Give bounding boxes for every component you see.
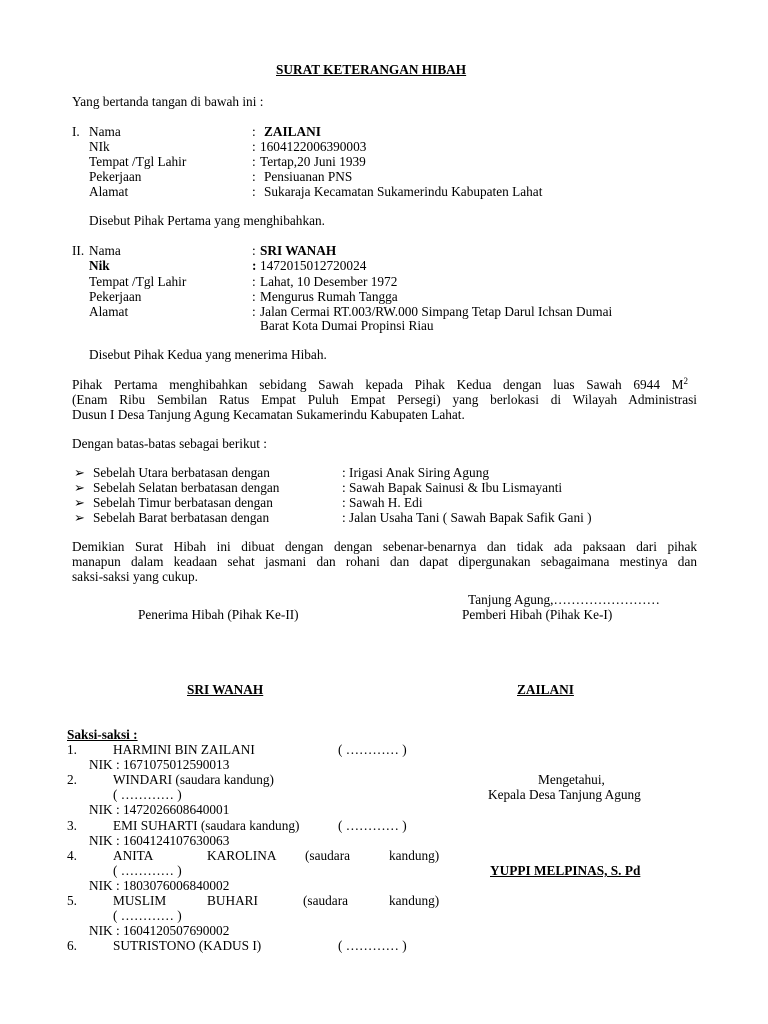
party-one-birth-value: Tertap,20 Juni 1939 — [260, 154, 366, 169]
party-one-address-colon: : — [252, 184, 256, 199]
border-west-value: : Jalan Usaha Tani ( Sawah Bapak Safik Gani ) — [342, 510, 592, 525]
party-one-name-colon: : — [252, 124, 256, 139]
party-two-nik-label: Nik — [89, 258, 110, 273]
witness-nik: NIK : 1671075012590013 — [89, 757, 230, 772]
witness-signature-line: ( ………… ) — [338, 818, 407, 833]
witness-name: WINDARI (saudara kandung) — [113, 772, 274, 787]
party-two-job-label: Pekerjaan — [89, 289, 142, 304]
party-two-address-colon: : — [252, 304, 256, 319]
arrowhead-bullet-icon: ➢ — [74, 480, 85, 495]
witness-nik: NIK : 1604124107630063 — [89, 833, 230, 848]
witness-name-part: BUHARI — [207, 893, 258, 908]
party-one-birth-label: Tempat /Tgl Lahir — [89, 154, 187, 169]
witness-name-part: kandung) — [389, 848, 440, 863]
witness-number: 5. — [67, 893, 77, 908]
border-east-value: : Sawah H. Edi — [342, 495, 423, 510]
intro-text: Yang bertanda tangan di bawah ini : — [72, 94, 264, 109]
party-one-nik-value: 1604122006390003 — [260, 139, 367, 154]
receiver-name: SRI WANAH — [187, 682, 264, 697]
party-two-address-value-line2: Barat Kota Dumai Propinsi Riau — [260, 318, 434, 333]
village-head-name: YUPPI MELPINAS, S. Pd — [490, 863, 641, 878]
party-two-address-value: Jalan Cermai RT.003/RW.000 Simpang Tetap Darul Ichsan Dumai — [260, 304, 613, 319]
witness-name: HARMINI BIN ZAILANI — [113, 742, 255, 757]
witness-title: Saksi-saksi : — [67, 727, 138, 742]
village-head-title: Kepala Desa Tanjung Agung — [488, 787, 641, 802]
party-two-name-colon: : — [252, 243, 256, 258]
witness-nik: NIK : 1472026608640001 — [89, 802, 230, 817]
borders-intro: Dengan batas-batas sebagai berikut : — [72, 436, 267, 451]
party-one-note: Disebut Pihak Pertama yang menghibahkan. — [89, 213, 325, 228]
party-one-job-colon: : — [252, 169, 256, 184]
party-one-address-label: Alamat — [89, 184, 129, 199]
party-one-job-label: Pekerjaan — [89, 169, 142, 184]
witness-number: 2. — [67, 772, 77, 787]
party-two-nik-value: 1472015012720024 — [260, 258, 367, 273]
border-south-label: Sebelah Selatan berbatasan dengan — [93, 480, 280, 495]
party-one-nik-colon: : — [252, 139, 256, 154]
closing-line-2: manapun dalam keadaan sehat jasmani dan rohani dan dapat dipergunakan sebagaimana mestinya dan — [72, 554, 697, 569]
witness-signature-line: ( ………… ) — [113, 787, 182, 802]
witness-signature-line: ( ………… ) — [113, 908, 182, 923]
party-one-name-label: Nama — [89, 124, 121, 139]
witness-name: SUTRISTONO (KADUS I) — [113, 938, 262, 953]
grant-line-2: (Enam Ribu Sembilan Ratus Empat Puluh Empat Persegi) yang berlokasi di Wilayah Administrasi — [72, 392, 697, 407]
arrowhead-bullet-icon: ➢ — [74, 465, 85, 480]
place-date: Tanjung Agung,…………………… — [468, 592, 660, 607]
border-north-value: : Irigasi Anak Siring Agung — [342, 465, 489, 480]
area-unit-exponent: 2 — [683, 376, 688, 386]
witness-number: 6. — [67, 938, 77, 953]
party-two-nik-colon: : — [252, 258, 257, 273]
border-east-label: Sebelah Timur berbatasan dengan — [93, 495, 273, 510]
party-two-number: II. — [72, 243, 85, 258]
party-two-name-value: SRI WANAH — [260, 243, 337, 258]
arrowhead-bullet-icon: ➢ — [74, 495, 85, 510]
party-two-birth-label: Tempat /Tgl Lahir — [89, 274, 187, 289]
witness-signature-line: ( ………… ) — [338, 938, 407, 953]
party-one-nik-label: NIk — [89, 139, 110, 154]
grant-line-1-text: Pihak Pertama menghibahkan sebidang Sawah kepada Pihak Kedua dengan luas Sawah 6944 M — [72, 377, 684, 392]
party-two-birth-colon: : — [252, 274, 256, 289]
witness-name-part: ANITA — [113, 848, 154, 863]
receiver-label: Penerima Hibah (Pihak Ke-II) — [138, 607, 299, 622]
witness-signature-line: ( ………… ) — [338, 742, 407, 757]
party-two-job-colon: : — [252, 289, 256, 304]
party-one-job-value: Pensiuanan PNS — [264, 169, 353, 184]
document-title: SURAT KETERANGAN HIBAH — [276, 62, 467, 77]
witness-number: 1. — [67, 742, 77, 757]
party-one-birth-colon: : — [252, 154, 256, 169]
party-two-name-label: Nama — [89, 243, 121, 258]
border-north-label: Sebelah Utara berbatasan dengan — [93, 465, 270, 480]
party-two-note: Disebut Pihak Kedua yang menerima Hibah. — [89, 347, 327, 362]
border-west-label: Sebelah Barat berbatasan dengan — [93, 510, 270, 525]
witness-name-part: (saudara — [303, 893, 349, 908]
witness-number: 3. — [67, 818, 77, 833]
party-two-address-label: Alamat — [89, 304, 129, 319]
party-one-name-value: ZAILANI — [264, 124, 321, 139]
acknowledge-label: Mengetahui, — [538, 772, 605, 787]
witness-name-part: (saudara — [305, 848, 351, 863]
party-two-job-value: Mengurus Rumah Tangga — [260, 289, 398, 304]
party-two-birth-value: Lahat, 10 Desember 1972 — [260, 274, 398, 289]
arrowhead-bullet-icon: ➢ — [74, 510, 85, 525]
witness-name-part: KAROLINA — [207, 848, 277, 863]
witness-signature-line: ( ………… ) — [113, 863, 182, 878]
witness-name: EMI SUHARTI (saudara kandung) — [113, 818, 300, 833]
border-south-value: : Sawah Bapak Sainusi & Ibu Lismayanti — [342, 480, 563, 495]
witness-name-part: MUSLIM — [113, 893, 167, 908]
closing-line-3: saksi-saksi yang cukup. — [72, 569, 198, 584]
grant-line-1 — [72, 377, 688, 392]
party-one-number: I. — [72, 124, 80, 139]
grant-line-3: Dusun I Desa Tanjung Agung Kecamatan Sukamerindu Kabupaten Lahat. — [72, 407, 465, 422]
witness-nik: NIK : 1604120507690002 — [89, 923, 230, 938]
witness-number: 4. — [67, 848, 77, 863]
party-one-address-value: Sukaraja Kecamatan Sukamerindu Kabupaten Lahat — [264, 184, 543, 199]
witness-nik: NIK : 1803076006840002 — [89, 878, 230, 893]
closing-line-1: Demikian Surat Hibah ini dibuat dengan dengan sebenar-benarnya dan tidak ada paksaan dari pihak — [72, 539, 697, 554]
giver-label: Pemberi Hibah (Pihak Ke-I) — [462, 607, 613, 622]
giver-name: ZAILANI — [517, 682, 574, 697]
witness-name-part: kandung) — [389, 893, 440, 908]
